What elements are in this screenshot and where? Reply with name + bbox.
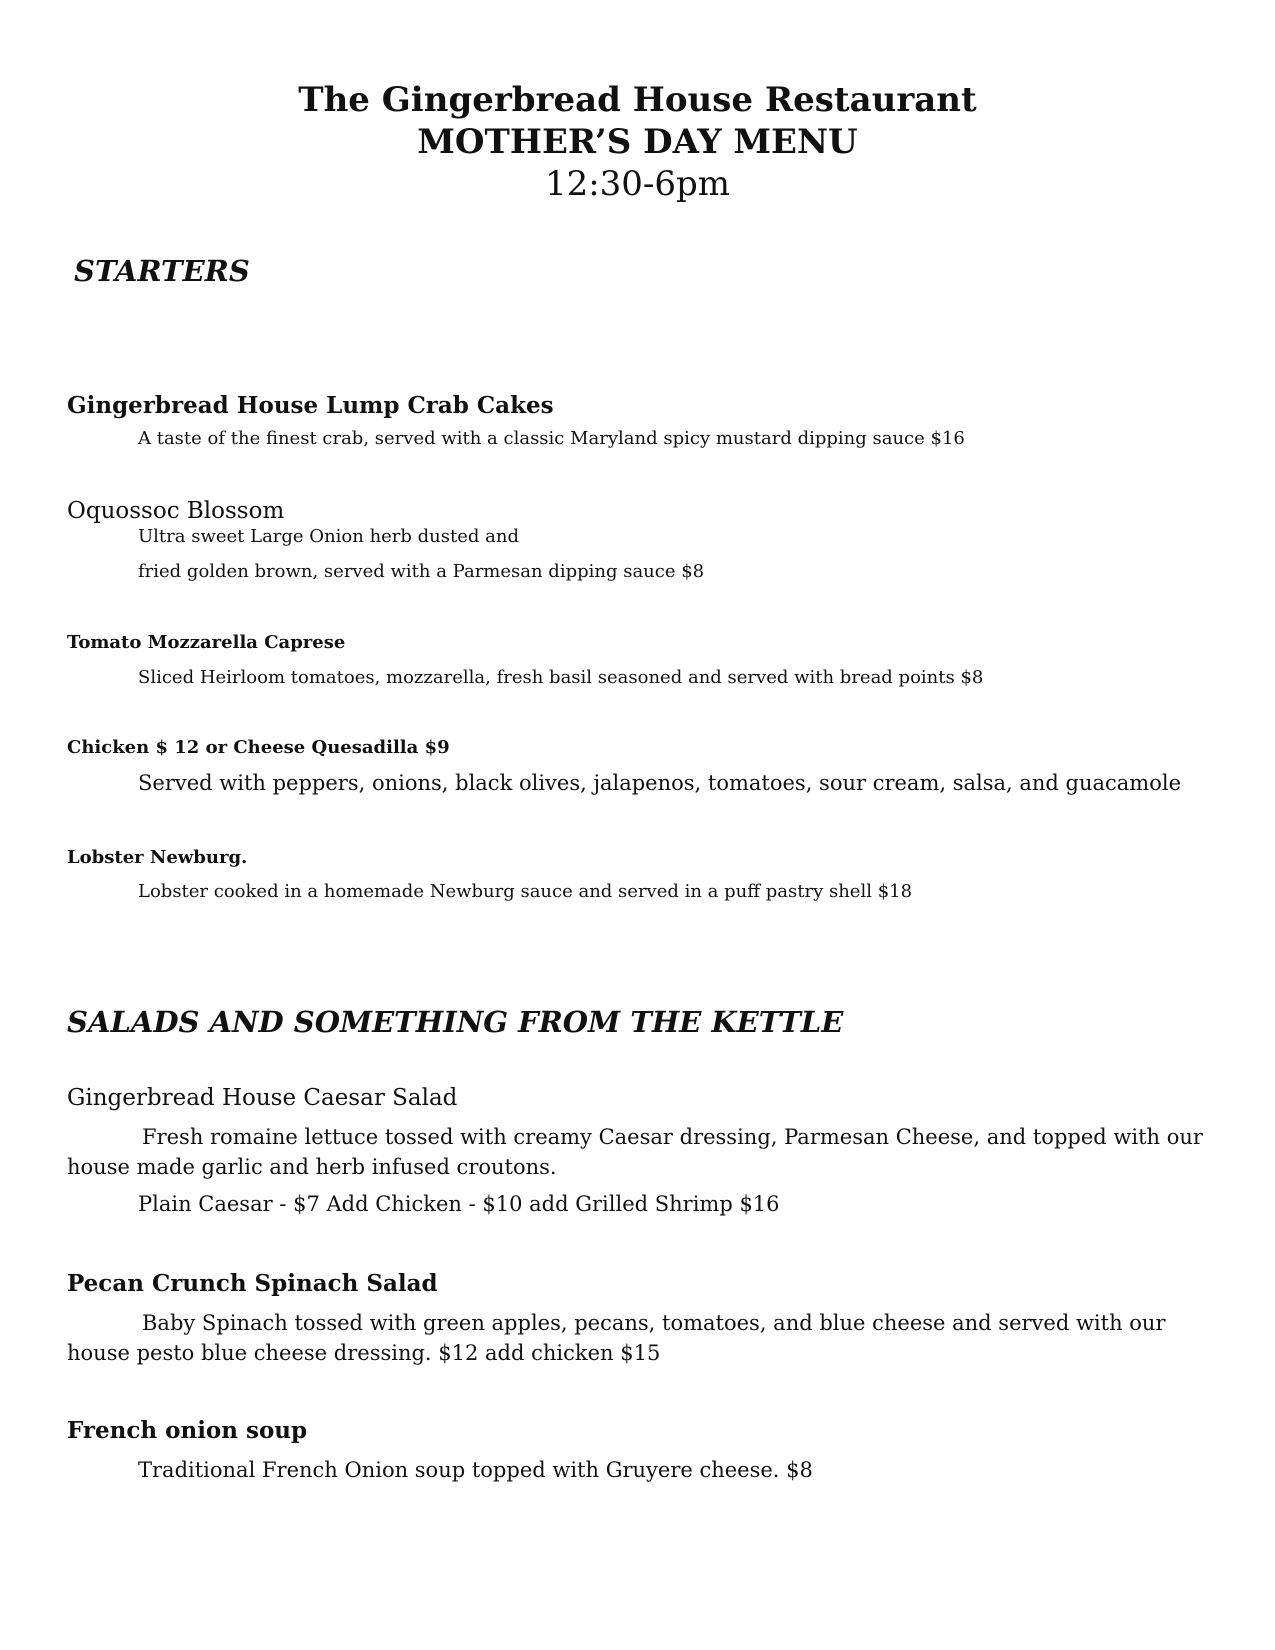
item-description-caesar-salad: Fresh romaine lettuce tossed with creamy Caesar dressing, Parmesan Cheese, and topped with our house made garlic and herb infused croutons. bbox=[67, 1125, 1203, 1179]
item-description-caprese: Sliced Heirloom tomatoes, mozzarella, fresh basil seasoned and served with bread points $8 bbox=[138, 667, 984, 688]
item-prices-caesar-salad: Plain Caesar - $7 Add Chicken - $10 add Grilled Shrimp $16 bbox=[138, 1192, 780, 1216]
item-name-spinach-salad: Pecan Crunch Spinach Salad bbox=[67, 1270, 438, 1297]
menu-title: MOTHER’S DAY MENU bbox=[417, 122, 858, 162]
item-description-oquossoc-blossom-line2: fried golden brown, served with a Parmesan dipping sauce $8 bbox=[138, 561, 705, 582]
item-name-caesar-salad: Gingerbread House Caesar Salad bbox=[67, 1085, 458, 1111]
item-description-oquossoc-blossom-line1: Ultra sweet Large Onion herb dusted and bbox=[138, 526, 519, 547]
section-heading-starters: STARTERS bbox=[74, 254, 250, 288]
item-description-spinach-salad: Baby Spinach tossed with green apples, pecans, tomatoes, and blue cheese and served with our house pesto blue cheese dressing. $12 add chicken $15 bbox=[67, 1311, 1166, 1365]
item-name-crab-cakes: Gingerbread House Lump Crab Cakes bbox=[67, 392, 554, 419]
item-description-quesadilla: Served with peppers, onions, black olives, jalapenos, tomatoes, sour cream, salsa, and guacamole bbox=[138, 771, 1182, 795]
item-name-oquossoc-blossom: Oquossoc Blossom bbox=[67, 498, 285, 524]
item-description-crab-cakes: A taste of the finest crab, served with a classic Maryland spicy mustard dipping sauce $16 bbox=[138, 428, 965, 449]
menu-hours: 12:30-6pm bbox=[544, 164, 731, 204]
item-name-lobster-newburg: Lobster Newburg. bbox=[67, 847, 248, 868]
item-description-french-onion-soup: Traditional French Onion soup topped with Gruyere cheese. $8 bbox=[138, 1458, 813, 1482]
section-heading-salads: SALADS AND SOMETHING FROM THE KETTLE bbox=[67, 1005, 844, 1039]
item-description-lobster-newburg: Lobster cooked in a homemade Newburg sauce and served in a puff pastry shell $18 bbox=[138, 881, 913, 902]
restaurant-name: The Gingerbread House Restaurant bbox=[298, 80, 977, 120]
item-name-french-onion-soup: French onion soup bbox=[67, 1417, 308, 1444]
item-name-quesadilla: Chicken $ 12 or Cheese Quesadilla $9 bbox=[67, 737, 450, 758]
item-name-caprese: Tomato Mozzarella Caprese bbox=[67, 632, 346, 653]
